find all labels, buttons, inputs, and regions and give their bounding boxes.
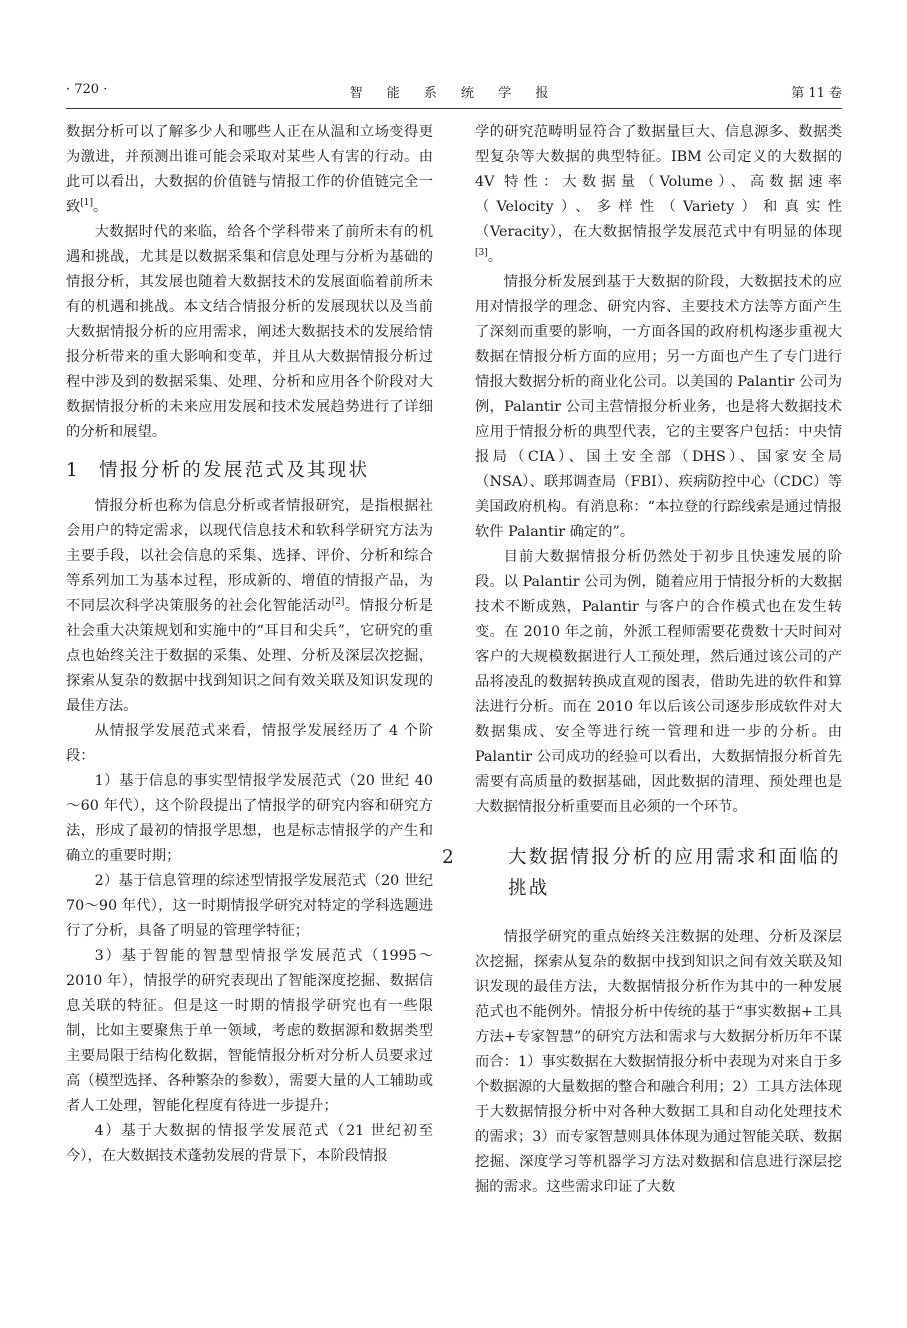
page-number: · 720 · xyxy=(66,82,108,97)
section-heading-1 xyxy=(66,455,433,486)
list-item: 4）基于大数据的情报学发展范式（21 世纪初至今），在大数据技术蓬勃发展的背景下，本阶段情报 xyxy=(66,1123,433,1164)
section-number: 2 xyxy=(442,847,457,868)
left-column xyxy=(66,120,433,1169)
running-header xyxy=(66,82,842,104)
paragraph: 情报分析也称为信息分析或者情报研究，是指根据社会用户的特定需求，以现代信息技术和软科学研究方法为主要手段，以社会信息的采集、选择、评价、分析和综合等系列加工为基本过程，形成新的、增值的情报产品，为不同层次科学决策服务的社会化智能活动[2]。情报分析是社会重大决策规划和实施中的“耳目和尖兵”，它研究的重点也始终关注于数据的采集、处理、分析及深层次挖掘，探索从复杂的数据中找到知识之间有效关联及知识发现的最佳方法。 xyxy=(66,498,433,714)
list-item: 1）基于信息的事实型情报学发展范式（20 世纪 40～60 年代），这个阶段提出了情报学的研究内容和研究方法，形成了最初的情报学思想，也是标志情报学的产生和确立的重要时期； xyxy=(66,773,433,864)
list-item: 3）基于智能的智慧型情报学发展范式（1995～2010 年），情报学的研究表现出了智能深度挖掘、数据信息关联的特征。但是这一时期的情报学研究也有一些限制，比如主要聚焦于单一领域，考虑的数据源和数据类型主要局限于结构化数据，智能情报分析对分析人员要求过高（模型选择、各种繁杂的参数），需要大量的人工辅助或者人工处理，智能化程度有待进一步提升； xyxy=(66,948,433,1114)
paragraph: 学的研究范畴明显符合了数据量巨大、信息源多、数据类型复杂等大数据的典型特征。IBM 公司定义的大数据的 4V 特性：大数据量（Volume）、高数据速率（Velocity）、多样性（Variety）和真实性（Veracity），在大数据情报学发展范式中有明显的体现[3]。 xyxy=(475,124,842,265)
header-rule xyxy=(66,108,842,109)
section-heading-2 xyxy=(442,842,842,904)
paragraph: 目前大数据情报分析仍然处于初步且快速发展的阶段。以 Palantir 公司为例，随着应用于情报分析的大数据技术不断成熟，Palantir 与客户的合作模式也在发生转变。在 2010 年之前，外派工程师需要花费数十天时间对客户的大规模数据进行人工预处理，然后通过该公司的产品将凌乱的数据转换成直观的图表，借助先进的软件和算法进行分析。而在 2010 年以后该公司逐步形成软件对大数据集成、安全等进行统一管理和进一步的分析。由 Palantir 公司成功的经验可以看出，大数据情报分析首先需要有高质量的数据基础，因此数据的清理、预处理也是大数据情报分析重要而且必须的一个环节。 xyxy=(475,549,842,815)
citation: [1] xyxy=(80,198,94,208)
volume-label: 第 11 卷 xyxy=(791,86,842,101)
paragraph: 情报分析发展到基于大数据的阶段，大数据技术的应用对情报学的理念、研究内容、主要技术方法等方面产生了深刻而重要的影响，一方面各国的政府机构逐步重视大数据在情报分析方面的应用；另一方面也产生了专门进行情报大数据分析的商业化公司。以美国的 Palantir 公司为例，Palantir 公司主营情报分析业务，也是将大数据技术应用于情报分析的典型代表，它的主要客户包括：中央情报局（CIA）、国土安全部（DHS）、国家安全局（NSA）、联邦调查局（FBI）、疾病防控中心（CDC）等美国政府机构。有消息称：“本拉登的行踪线索是通过情报软件 Palantir 确定的”。 xyxy=(475,274,842,540)
paragraph: 数据分析可以了解多少人和哪些人正在从温和立场变得更为激进，并预测出谁可能会采取对某些人有害的行动。由此可以看出，大数据的价值链与情报工作的价值链完全一致[1]。 xyxy=(66,124,433,215)
paragraph: 情报学研究的重点始终关注数据的处理、分析及深层次挖掘，探索从复杂的数据中找到知识之间有效关联及知识发现的最佳方法，大数据情报分析作为其中的一种发展范式也不能例外。情报分析中传统的基于“事实数据+工具方法+专家智慧”的研究方法和需求与大数据分析历年不谋而合：1）事实数据在大数据情报分析中表现为对来自于多个数据源的大量数据的整合和融合利用；2）工具方法体现于大数据情报分析中对各种大数据工具和自动化处理技术的需求；3）而专家智慧则具体体现为通过智能关联、数据挖掘、深度学习等机器学习方法对数据和信息进行深层挖掘的需求。这些需求印证了大数 xyxy=(475,929,842,1195)
section-number: 1 xyxy=(66,460,81,481)
section-title: 情报分析的发展范式及其现状 xyxy=(99,460,370,481)
right-column xyxy=(442,120,842,1200)
list-item: 2）基于信息管理的综述型情报学发展范式（20 世纪 70～90 年代），这一时期情报学研究对特定的学科选题进行了分析，具备了明显的管理学特征； xyxy=(66,873,433,939)
section-title: 大数据情报分析的应用需求和面临的挑战 xyxy=(508,847,841,899)
citation: [2] xyxy=(331,597,345,607)
paragraph: 大数据时代的来临，给各个学科带来了前所未有的机遇和挑战，尤其是以数据采集和信息处理与分析为基础的情报分析，其发展也随着大数据技术的发展面临着前所未有的机遇和挑战。本文结合情报分析的发展现状以及当前大数据情报分析的应用需求，阐述大数据技术的发展给情报分析带来的重大影响和变革，并且从大数据情报分析过程中涉及到的数据采集、处理、分析和应用各个阶段对大数据情报分析的未来应用发展和技术发展趋势进行了详细的分析和展望。 xyxy=(66,224,433,440)
journal-title: 智 能 系 统 学 报 xyxy=(349,86,559,101)
paragraph: 从情报学发展范式来看，情报学发展经历了 4 个阶段： xyxy=(66,723,433,764)
citation: [3] xyxy=(475,248,488,258)
